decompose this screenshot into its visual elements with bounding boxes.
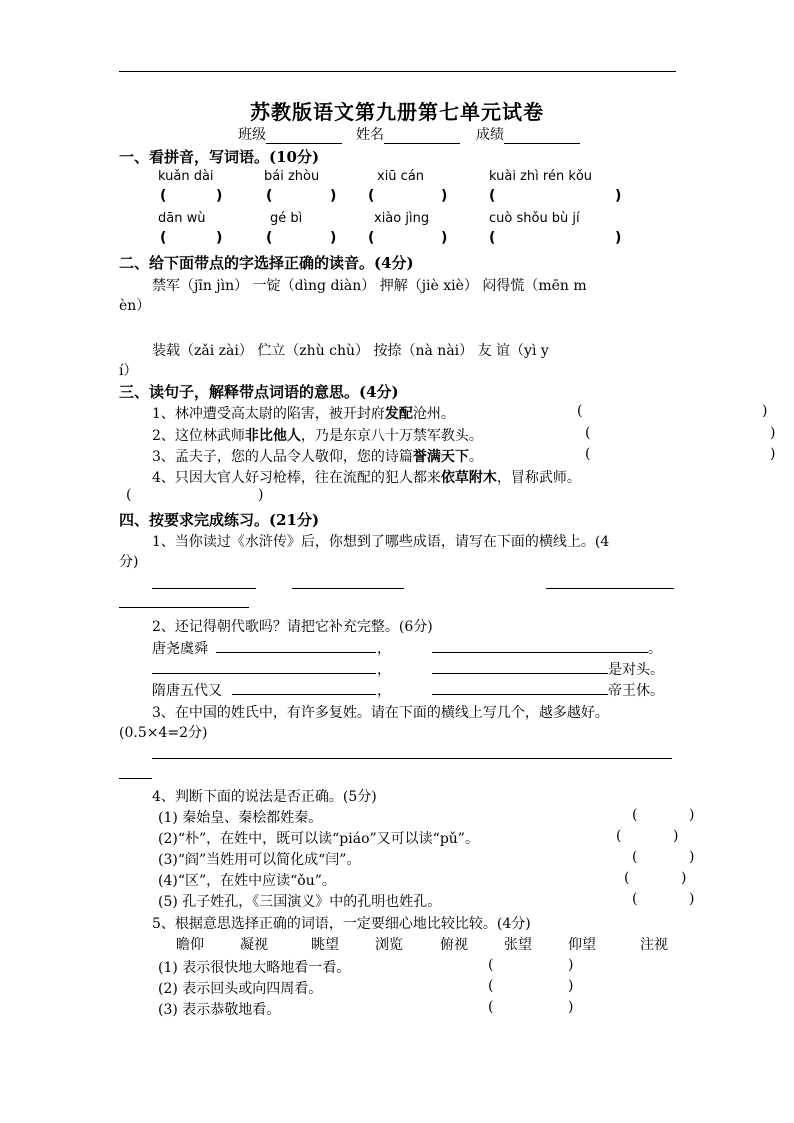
answer-open: ( [488, 978, 494, 994]
answer-close: ) [568, 957, 574, 973]
answer-close: ) [689, 849, 695, 865]
answer-open: ( [368, 230, 375, 246]
answer-open: ( [266, 230, 273, 246]
answer-open: ( [585, 425, 591, 441]
section-3-heading: 三、读句子，解释带点词语的意思。(4分) [119, 383, 399, 401]
dynasty-line-1-end: 。 [648, 641, 662, 657]
answer-close: ) [441, 188, 448, 204]
answer-close: ) [568, 978, 574, 994]
judge-item: (4)“区”，在姓中应读“ǒu”。 [158, 873, 336, 889]
answer-close: ) [441, 230, 448, 246]
dynasty-blank[interactable] [432, 673, 608, 674]
score-blank[interactable] [504, 129, 580, 144]
answer-close: ) [615, 230, 622, 246]
class-blank[interactable] [266, 129, 342, 144]
answer-close: ) [216, 188, 223, 204]
reading-line-2-wrap: í） [119, 363, 138, 379]
section-4-heading: 四、按要求完成练习。(21分) [119, 511, 320, 529]
answer-open: ( [488, 999, 494, 1015]
comma: ， [377, 683, 391, 699]
dotted-term: 非比他人 [244, 428, 301, 444]
section-1-heading: 一、看拼音，写词语。(10分) [119, 148, 320, 166]
answer-open: ( [624, 870, 630, 886]
dotted-term: 依草附木 [440, 470, 497, 486]
pinyin-item: kuài zhì rén kǒu [489, 169, 593, 184]
pinyin-item: dān wù [158, 211, 206, 226]
pinyin-item: bái zhòu [264, 169, 320, 184]
sentence-1: 1、林冲遭受高太尉的陷害，被开封府发配沧州。 [152, 406, 455, 422]
comma: ， [377, 641, 391, 657]
answer-open: ( [577, 403, 583, 419]
answer-open: ( [126, 487, 132, 503]
dynasty-line-3-end: 帝王休。 [608, 683, 664, 699]
answer-close: ) [689, 807, 695, 823]
idiom-answer-line[interactable] [152, 588, 256, 589]
score-label: 成绩 [476, 127, 504, 143]
question-4-3: 3、在中国的姓氏中，有许多复姓。请在下面的横线上写几个，越多越好。 [152, 705, 609, 721]
answer-close: ) [216, 230, 223, 246]
answer-open: ( [488, 957, 494, 973]
answer-close: ) [689, 891, 695, 907]
surname-answer-line[interactable] [119, 778, 152, 779]
word-option: 张望 [504, 937, 532, 953]
pinyin-item: xiào jìng [374, 211, 430, 226]
judge-item: (5) 孔子姓孔，《三国演义》中的孔明也姓孔。 [158, 894, 442, 910]
sentence-3: 3、孟夫子，您的人品令人敬仰，您的诗篇誉满天下。 [152, 449, 483, 465]
answer-open: ( [160, 230, 167, 246]
word-option: 瞻仰 [176, 937, 204, 953]
word-option: 凝视 [240, 937, 268, 953]
reading-line-1: 禁军（jīn jìn） 一锭（dìng diàn） 押解（jiè xiè） 闷得慌（mēn m [152, 278, 587, 294]
word-option: 仰望 [568, 937, 596, 953]
class-label: 班级 [238, 127, 266, 143]
dynasty-line-2-end: 是对头。 [608, 662, 664, 678]
answer-close: ) [770, 425, 776, 441]
word-option: 浏览 [375, 937, 403, 953]
judge-item: (2)“朴”，在姓中，既可以读“piáo”又可以读“pǔ”。 [158, 831, 479, 847]
pinyin-item: gé bì [270, 211, 303, 226]
name-blank[interactable] [384, 129, 460, 144]
answer-close: ) [568, 999, 574, 1015]
question-4-4: 4、判断下面的说法是否正确。(5分) [152, 789, 377, 805]
meaning-item: (1) 表示很快地大略地看一看。 [158, 960, 351, 976]
idiom-answer-line[interactable] [292, 588, 404, 589]
question-4-1-wrap: 分) [119, 554, 139, 570]
dynasty-blank[interactable] [216, 652, 376, 653]
dynasty-blank[interactable] [152, 673, 376, 674]
answer-close: ) [258, 487, 264, 503]
answer-open: ( [489, 230, 496, 246]
name-field [356, 124, 460, 144]
dynasty-blank[interactable] [432, 694, 608, 695]
idiom-answer-line[interactable] [119, 607, 249, 608]
top-rule [119, 71, 676, 72]
answer-close: ) [330, 188, 337, 204]
answer-open: ( [368, 188, 375, 204]
answer-close: ) [762, 403, 768, 419]
judge-item: (3)“阎”当姓用可以简化成“闫”。 [158, 852, 361, 868]
question-4-2: 2、还记得朝代歌吗？请把它补充完整。(6分) [152, 619, 433, 635]
pinyin-item: cuò shǒu bù jí [489, 211, 580, 226]
name-label: 姓名 [356, 127, 384, 143]
answer-open: ( [632, 807, 638, 823]
section-2-heading: 二、给下面带点的字选择正确的读音。(4分) [119, 254, 414, 272]
reading-line-1-wrap: èn） [119, 298, 151, 314]
dotted-term: 发配 [384, 406, 413, 422]
pinyin-item: kuǎn dài [158, 169, 214, 184]
judge-item: (1) 秦始皇、秦桧都姓秦。 [158, 810, 323, 826]
word-option: 注视 [640, 937, 668, 953]
meaning-item: (2) 表示回头或向四周看。 [158, 981, 323, 997]
answer-close: ) [615, 188, 622, 204]
pinyin-item: xiū cán [377, 169, 425, 184]
sentence-2: 2、这位林武师非比他人，乃是东京八十万禁军教头。 [152, 428, 483, 444]
answer-open: ( [266, 188, 273, 204]
answer-close: ) [770, 446, 776, 462]
answer-open: ( [616, 828, 622, 844]
answer-open: ( [489, 188, 496, 204]
dynasty-blank[interactable] [432, 652, 648, 653]
answer-open: ( [160, 188, 167, 204]
word-option: 眺望 [311, 937, 339, 953]
reading-line-2: 装载（zǎi zài） 伫立（zhù chù） 按捺（nà nài） 友 谊（yì y [152, 343, 549, 359]
question-4-1: 1、当你读过《水浒传》后，你想到了哪些成语，请写在下面的横线上。(4 [152, 534, 610, 550]
answer-close: ) [681, 870, 687, 886]
answer-open: ( [632, 891, 638, 907]
class-field [238, 124, 342, 144]
dotted-term: 誉满天下 [412, 449, 469, 465]
question-4-5: 5、根据意思选择正确的词语，一定要细心地比较比较。(4分) [152, 916, 531, 932]
dynasty-line-1-start: 唐尧虞舜 [152, 641, 208, 657]
answer-open: ( [585, 446, 591, 462]
idiom-answer-line[interactable] [546, 588, 674, 589]
answer-close: ) [330, 230, 337, 246]
comma: ， [377, 662, 391, 678]
sentence-4: 4、只因大官人好习枪棒，往在流配的犯人都来依草附木，冒称武师。 [152, 470, 581, 486]
question-4-3-wrap: (0.5×4=2分) [119, 725, 208, 741]
answer-close: ) [673, 828, 679, 844]
meaning-item: (3) 表示恭敬地看。 [158, 1002, 281, 1018]
word-option: 俯视 [440, 937, 468, 953]
dynasty-blank[interactable] [232, 694, 376, 695]
score-field [476, 124, 580, 144]
page-title: 苏教版语文第九册第七单元试卷 [250, 100, 544, 124]
surname-answer-line[interactable] [152, 758, 672, 759]
answer-open: ( [632, 849, 638, 865]
dynasty-line-3-start: 隋唐五代又 [152, 683, 222, 699]
